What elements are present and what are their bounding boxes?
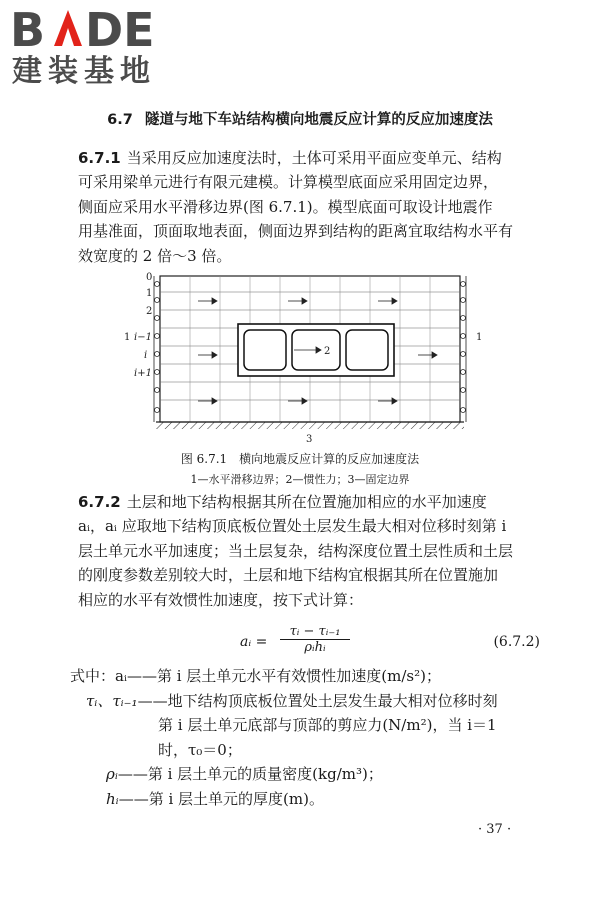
clause-line: 层土单元水平加速度；当土层复杂，结构深度位置土层性质和土层	[78, 541, 514, 560]
clause-line: 可采用梁单元进行有限元建模。计算模型底面应采用固定边界，	[78, 173, 499, 192]
section-number: 6.7	[107, 112, 133, 128]
clause-text: 当采用反应加速度法时，土体可采用平面应变单元、结构	[126, 149, 502, 167]
clause-line: 用基准面，顶面取地表面，侧面边界到结构的距离宜取结构水平有	[78, 222, 514, 241]
equation-number: (6.7.2)	[493, 634, 540, 650]
logo-brand-graphic	[10, 4, 180, 52]
figure-legend: 1—水平滑移边界；2—惯性力；3—固定边界	[190, 473, 410, 486]
definition-text: ——第 i 层土单元的厚度(m)。	[118, 789, 324, 808]
clause-6-7-1	[78, 146, 540, 268]
sliding-boundary-left	[154, 276, 160, 422]
definition-symbol: hᵢ	[106, 789, 119, 808]
side-label-left: 1	[124, 332, 131, 343]
figure-6-7-1	[120, 270, 490, 450]
definition-symbol: τᵢ、τᵢ₋₁	[86, 691, 138, 710]
definition-text: ——第 i 层土单元的质量密度(kg/m³)；	[117, 765, 383, 783]
definition-text: 时，τ₀＝0；	[158, 740, 242, 759]
section-title: 隧道与地下车站结构横向地震反应计算的反应加速度法	[144, 112, 493, 128]
definition-row	[158, 738, 540, 763]
clause-6-7-2	[78, 490, 540, 612]
clause-line	[78, 490, 540, 514]
definition-text: ——地下结构顶底板位置处土层发生最大相对位移时刻	[137, 691, 498, 710]
svg-text:B: B	[10, 4, 46, 52]
clause-number: 6.7.2	[78, 493, 121, 511]
logo	[10, 4, 180, 90]
clause-line: 侧面应采用水平滑移边界(图 6.7.1)。模型底面可取设计地震作	[78, 197, 493, 216]
definition-row	[106, 762, 540, 787]
definition-text: ——第 i 层土单元水平有效惯性加速度(m/s²)；	[126, 667, 441, 685]
layer-label: 1	[146, 288, 153, 299]
layer-label: 0	[146, 272, 153, 283]
force-label: 2	[324, 346, 331, 357]
definition-symbol: ρᵢ	[106, 765, 118, 783]
clause-line: 效宽度的 2 倍～3 倍。	[78, 246, 232, 265]
clause-text: 土层和地下结构根据其所在位置施加相应的水平加速度	[126, 493, 487, 511]
definition-row	[106, 787, 540, 812]
definition-text: 第 i 层土单元底部与顶部的剪应力(N/m²)，当 i＝1	[158, 716, 497, 734]
logo-subtitle: 建装基地	[12, 54, 156, 89]
section-heading	[0, 108, 600, 129]
page-number: · 37 ·	[478, 822, 512, 837]
formula-fraction	[280, 624, 350, 655]
clause-line: aᵢ，aᵢ 应取地下结构顶底板位置处土层发生最大相对位移时刻第 i	[78, 517, 507, 536]
svg-text:DE: DE	[85, 4, 155, 52]
inertia-force-arrows	[198, 298, 437, 404]
definition-row	[86, 689, 540, 714]
layer-label: i+1	[134, 368, 152, 379]
side-label-right: 1	[476, 332, 483, 343]
clause-line	[78, 146, 540, 170]
layer-label: i	[144, 350, 148, 361]
bottom-label: 3	[306, 434, 313, 445]
formula-lhs: aᵢ =	[240, 634, 268, 650]
layer-label: 2	[146, 306, 153, 317]
symbol-definitions	[70, 664, 540, 811]
formula-numerator: τᵢ − τᵢ₋₁	[280, 624, 350, 640]
clause-line: 的刚度参数差别较大时，土层和地下结构宜根据其所在位置施加	[78, 566, 499, 585]
layer-label: i−1	[134, 332, 152, 343]
definition-row	[70, 664, 540, 689]
formula-6-7-2	[240, 624, 540, 664]
definition-symbol: 式中：aᵢ	[70, 667, 127, 685]
formula-denominator: ρᵢhᵢ	[304, 640, 326, 655]
figure-caption: 图 6.7.1 横向地震反应计算的反应加速度法	[180, 452, 420, 466]
clause-line: 相应的水平有效惯性加速度，按下式计算：	[78, 590, 364, 609]
sliding-boundary-right	[461, 276, 467, 422]
fixed-boundary	[156, 422, 464, 429]
definition-row	[158, 713, 540, 738]
clause-number: 6.7.1	[78, 149, 121, 167]
